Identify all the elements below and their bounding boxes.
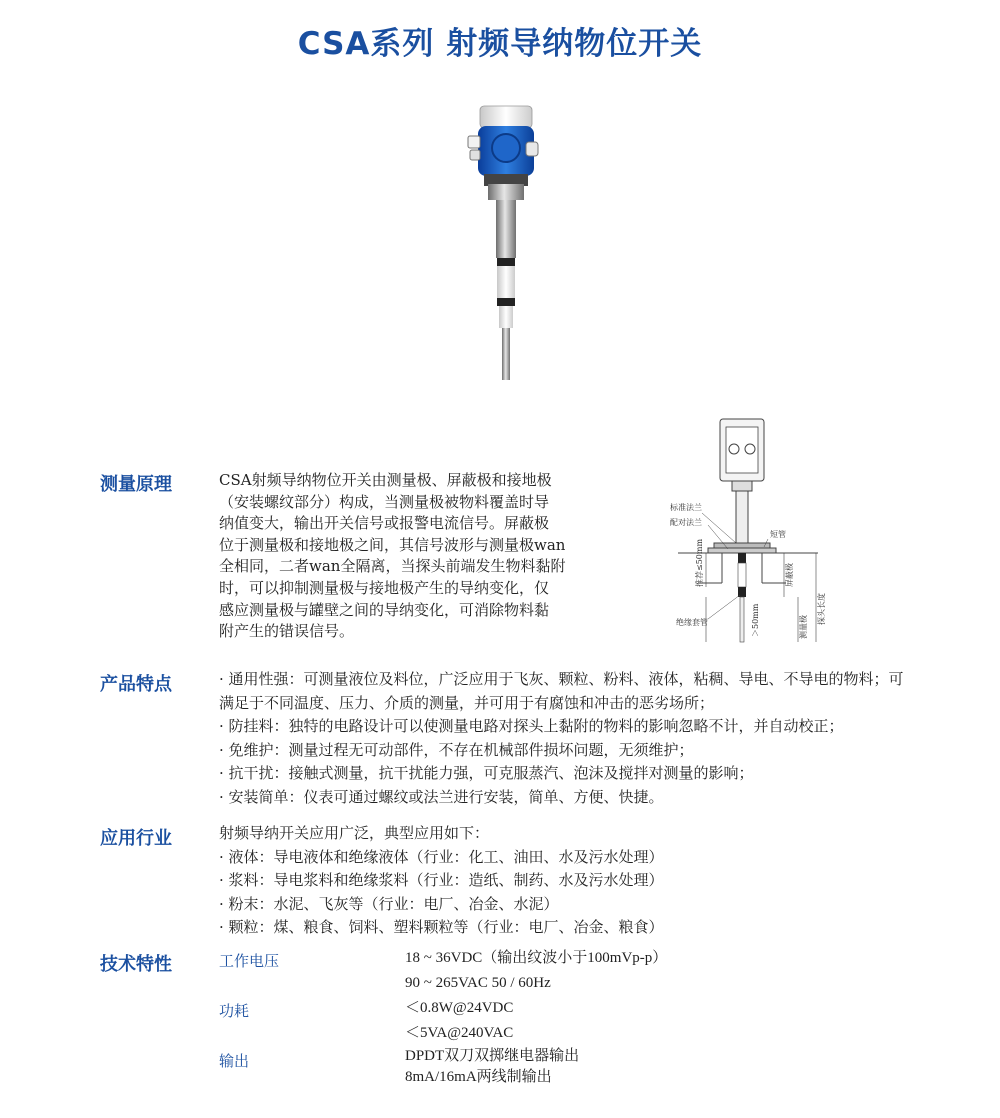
principle-line: CSA射频导纳物位开关由测量极、屏蔽极和接地极 [219,471,552,489]
diagram-label-std-flange: 标准法兰 [670,503,702,512]
diagram-label-shield: 屏蔽极 [785,563,794,587]
spec-value: 8mA/16mA两线制输出 [405,1069,552,1085]
principle-line: 感应测量极与罐壁之间的导纳变化，可消除物料黏 [219,600,550,619]
features-list [219,668,909,809]
diagram-label-gt50: ＞50mm [751,603,760,637]
spec-value: ＜0.8W@24VDC [405,1000,514,1016]
installation-diagram [668,415,828,660]
spec-value: ＜5VA@240VAC [405,1025,514,1041]
diagram-label-mating-flange: 配对法兰 [670,518,702,527]
feature-item: · 通用性强：可测量液位及料位，广泛应用于飞灰、颗粒、粉料、液体，粘稠、导电、不导电的物料；可满足于不同温度、压力、介质的测量，并可用于有腐蚀和冲击的恶劣场所； [219,670,904,712]
spec-name-power: 功耗 [219,1002,250,1020]
application-item: 射频导纳开关应用广泛，典型应用如下： [219,824,490,842]
spec-value: 18 ~ 36VDC（输出纹波小于100mVp-p） [405,950,668,966]
feature-item: · 防挂料：独特的电路设计可以使测量电路对探头上黏附的物料的影响忽略不计，并自动校正； [219,717,844,735]
principle-line: 位于测量极和接地极之间，其信号波形与测量极wan [219,535,566,554]
principle-line: 时，可以抑制测量极与接地极产生的导纳变化，仅 [219,578,550,597]
section-label-principle: 测量原理 [100,474,172,495]
application-item: · 液体：导电液体和绝缘液体（行业：化工、油田、水及污水处理） [219,847,664,866]
principle-line: 全相同，二者wan全隔离，当探头前端发生物料黏附 [219,557,566,576]
spec-values-voltage [405,946,667,996]
diagram-label-insulator: 绝缘套管 [676,618,708,627]
principle-line: 附产生的错误信号。 [219,622,355,641]
spec-name-output: 输出 [219,1052,250,1070]
principle-text [219,470,599,643]
spec-value: DPDT双刀双掷继电器输出 [405,1048,580,1064]
application-item: · 粉末：水泥、飞灰等（行业：电厂、冶金、水泥） [219,894,559,913]
diagram-label-recommend: 推荐≤50mm [695,538,704,587]
applications-list [219,822,664,940]
application-item: · 颗粒：煤、粮食、饲料、塑料颗粒等（行业：电厂、冶金、粮食） [219,918,664,936]
feature-item: · 抗干扰：接触式测量，抗干扰能力强，可克服蒸汽、泡沫及搅拌对测量的影响； [219,764,754,782]
section-label-applications: 应用行业 [100,828,172,849]
diagram-label-short-pipe: 短管 [770,530,786,539]
feature-item: · 免维护：测量过程无可动部件，不存在机械部件损坏问题，无须维护； [219,740,694,759]
spec-values-power [405,996,513,1046]
section-label-specs: 技术特性 [100,954,172,975]
spec-name-voltage: 工作电压 [219,952,280,970]
feature-item: · 安装简单：仪表可通过螺纹或法兰进行安装，简单、方便、快捷。 [219,787,664,806]
page-title: CSA系列 射频导纳物位开关 [297,26,703,62]
diagram-label-probe-length: 探头长度 [817,593,826,625]
diagram-label-measure: 测量极 [799,615,808,639]
application-item: · 浆料：导电浆料和绝缘浆料（行业：造纸、制药、水及污水处理） [219,871,664,889]
product-image [440,98,560,398]
section-label-features: 产品特点 [100,674,172,695]
spec-values-output [405,1046,579,1088]
principle-line: （安装螺纹部分）构成，当测量极被物料覆盖时导 [219,492,550,511]
principle-line: 纳值变大，输出开关信号或报警电流信号。屏蔽极 [219,514,550,533]
spec-value: 90 ~ 265VAC 50 / 60Hz [405,975,551,991]
